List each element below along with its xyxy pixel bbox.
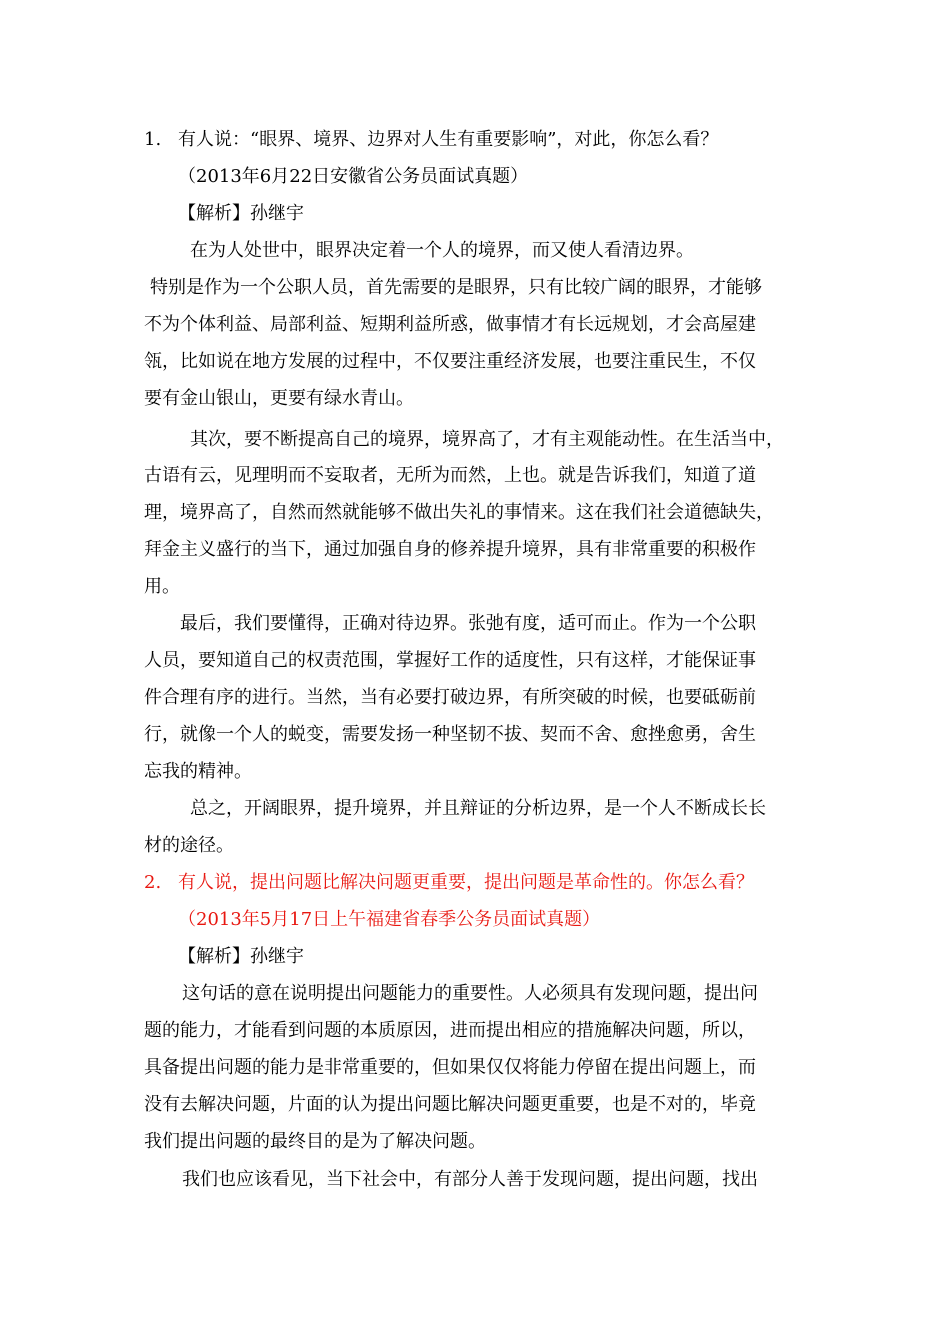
q1-line: 古语有云，见理明而不妄取者，无所为而然，上也。就是告诉我们，知道了道	[144, 465, 756, 486]
q1-line: 拜金主义盛行的当下，通过加强自身的修养提升境界，具有非常重要的积极作	[144, 539, 756, 560]
q2-line: 具备提出问题的能力是非常重要的，但如果仅仅将能力停留在提出问题上，而	[144, 1057, 756, 1078]
q1-number: 1.	[144, 129, 162, 150]
q1-heading	[144, 128, 718, 152]
q2-line: 没有去解决问题，片面的认为提出问题比解决问题更重要，也是不对的，毕竟	[144, 1094, 756, 1115]
q1-line: 要有金山银山，更要有绿水青山。	[144, 388, 414, 409]
q1-question: 有人说：“眼界、境界、边界对人生有重要影响”，对此，你怎么看？	[178, 129, 719, 150]
q2-heading	[144, 871, 754, 895]
q1-line: 用。	[144, 576, 180, 597]
q1-line: 人员，要知道自己的权责范围，掌握好工作的适度性，只有这样，才能保证事	[144, 650, 756, 671]
q1-analysis-label: 【解析】孙继宇	[178, 203, 304, 224]
q2-number: 2.	[144, 872, 162, 893]
q1-line: 忘我的精神。	[144, 761, 252, 782]
q1-line: 总之，开阔眼界，提升境界，并且辩证的分析边界，是一个人不断成长长	[190, 798, 766, 819]
q1-line: 不为个体利益、局部利益、短期利益所惑，做事情才有长远规划，才会高屋建	[144, 314, 756, 335]
q2-line: 这句话的意在说明提出问题能力的重要性。人必须具有发现问题，提出问	[182, 983, 758, 1004]
q2-line: 我们提出问题的最终目的是为了解决问题。	[144, 1131, 486, 1152]
q1-line: 其次，要不断提高自己的境界，境界高了，才有主观能动性。在生活当中，	[190, 429, 784, 450]
q1-line: 瓴，比如说在地方发展的过程中，不仅要注重经济发展，也要注重民生，不仅	[144, 351, 756, 372]
q1-line: 在为人处世中，眼界决定着一个人的境界，而又使人看清边界。	[190, 240, 694, 261]
q2-line: 我们也应该看见，当下社会中，有部分人善于发现问题，提出问题，找出	[182, 1169, 758, 1190]
q2-source: （2013年5月17日上午福建省春季公务员面试真题）	[178, 909, 601, 930]
q2-analysis-label: 【解析】孙继宇	[178, 946, 304, 967]
q1-line: 行，就像一个人的蜕变，需要发扬一种坚韧不拔、契而不舍、愈挫愈勇，舍生	[144, 724, 756, 745]
q1-line: 最后，我们要懂得，正确对待边界。张弛有度，适可而止。作为一个公职	[180, 613, 756, 634]
q2-line: 题的能力，才能看到问题的本质原因，进而提出相应的措施解决问题，所以，	[144, 1020, 756, 1041]
q1-line: 理，境界高了，自然而然就能够不做出失礼的事情来。这在我们社会道德缺失，	[144, 502, 774, 523]
q2-question: 有人说，提出问题比解决问题更重要，提出问题是革命性的。你怎么看？	[178, 872, 754, 893]
q1-line: 材的途径。	[144, 835, 234, 856]
q1-line: 特别是作为一个公职人员，首先需要的是眼界，只有比较广阔的眼界，才能够	[150, 277, 762, 298]
q1-source: （2013年6月22日安徽省公务员面试真题）	[178, 166, 529, 187]
q1-line: 件合理有序的进行。当然，当有必要打破边界，有所突破的时候，也要砥砺前	[144, 687, 756, 708]
